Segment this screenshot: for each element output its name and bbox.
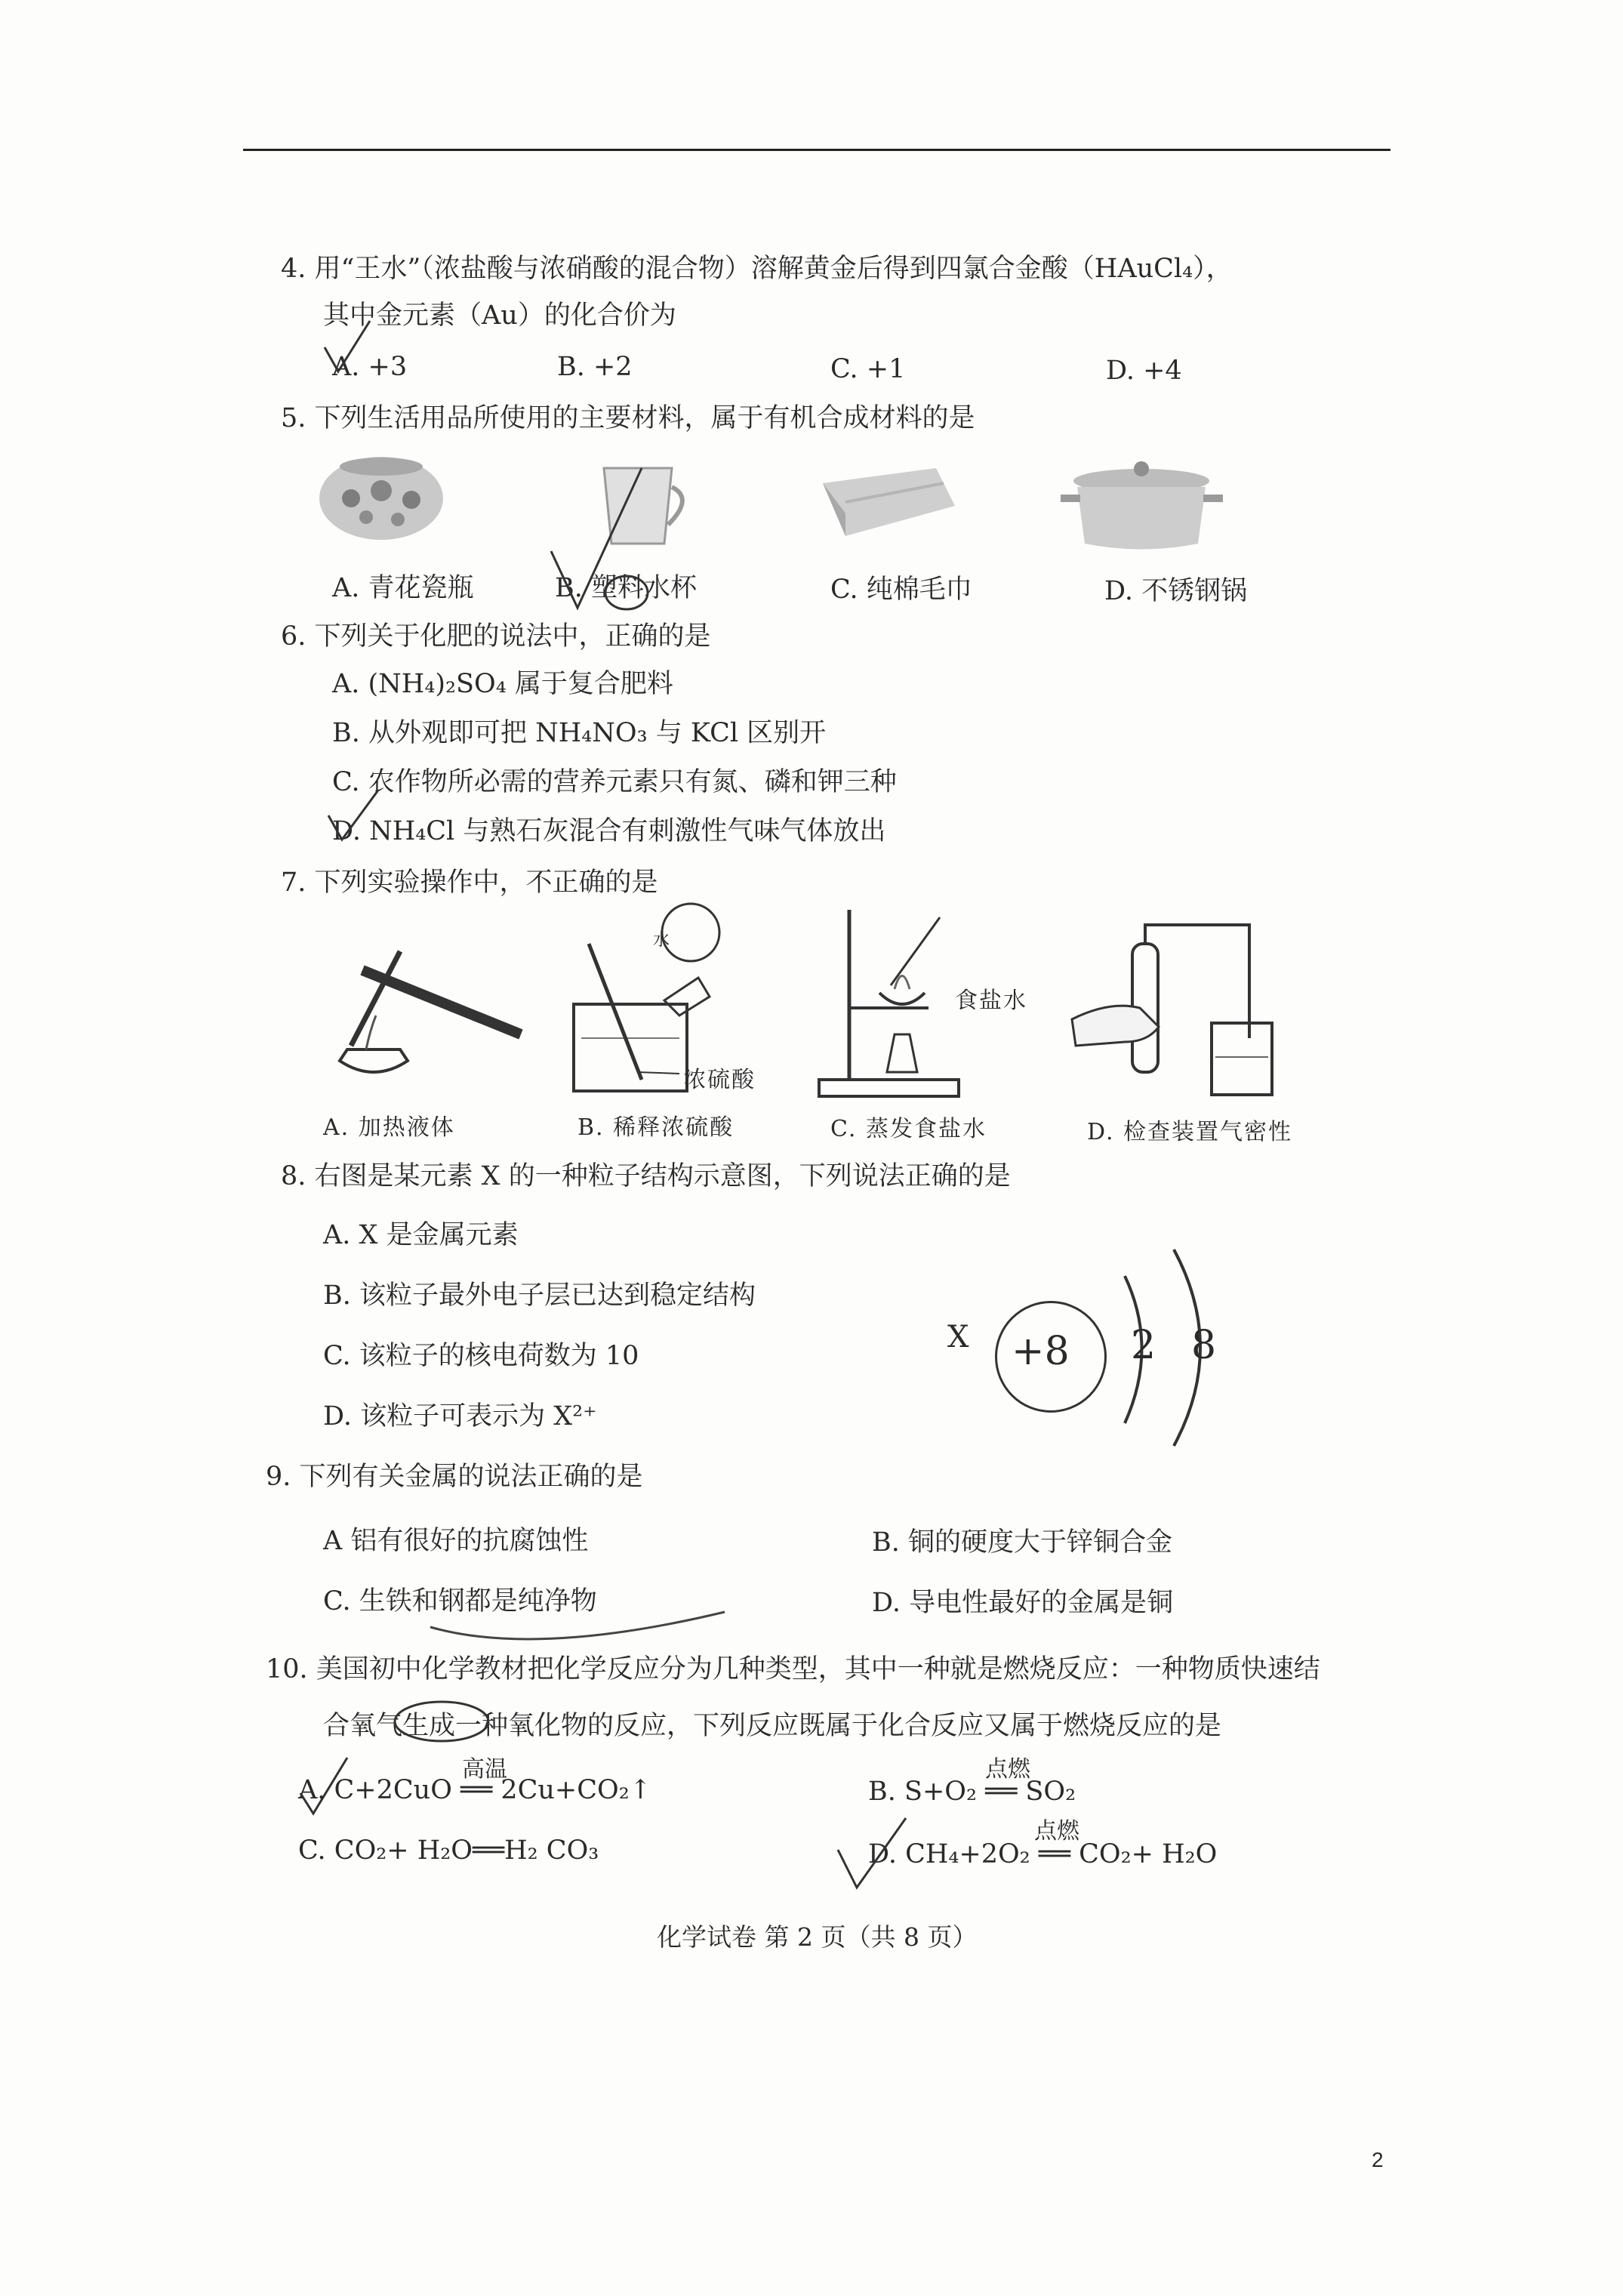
q7-stem: 7. 下列实验操作中，不正确的是 <box>281 868 658 898</box>
q6-option-c: C. 农作物所必需的营养元素只有氮、磷和钾三种 <box>332 767 897 797</box>
q9-stem: 9. 下列有关金属的说法正确的是 <box>266 1462 643 1492</box>
q10-option-c: C. CO₂+ H₂O══H₂ CO₃ <box>298 1835 599 1866</box>
q7-caption-c: C. 蒸发食盐水 <box>830 1116 987 1142</box>
q8-option-d: D. 该粒子可表示为 X²⁺ <box>323 1401 597 1432</box>
q8-option-c: C. 该粒子的核电荷数为 10 <box>323 1341 639 1371</box>
q4-option-d: D. +4 <box>1106 356 1182 386</box>
stainless-pot-picture <box>1061 457 1223 555</box>
q10-option-b: B. S+O₂ ══ SO₂ <box>868 1777 1076 1807</box>
cotton-towel-picture <box>815 461 959 544</box>
q8-option-b: B. 该粒子最外电子层已达到稳定结构 <box>323 1281 756 1311</box>
pen-underline-q9 <box>423 1597 740 1665</box>
q10-b-condition: 点燃 <box>985 1756 1030 1783</box>
q10-option-d: D. CH₄+2O₂ ══ CO₂+ H₂O <box>868 1839 1218 1869</box>
q10-a-condition: 高温 <box>462 1756 507 1783</box>
porcelain-vase-picture <box>313 445 449 544</box>
q6-option-d: D. NH₄Cl 与熟石灰混合有刺激性气味气体放出 <box>332 816 886 846</box>
q5-option-c: C. 纯棉毛巾 <box>830 575 972 605</box>
q6-option-b: B. 从外观即可把 NH₄NO₃ 与 KCl 区别开 <box>332 718 827 748</box>
q5-option-b: B. 塑料水杯 <box>555 573 697 603</box>
q7-caption-d: D. 检查装置气密性 <box>1087 1119 1293 1145</box>
header-rule <box>243 149 1390 151</box>
q4-option-b: B. +2 <box>557 352 633 382</box>
q5-option-a: A. 青花瓷瓶 <box>332 573 474 603</box>
atom-nucleus-charge: +8 <box>1012 1329 1070 1374</box>
airtightness-check-picture <box>1064 914 1276 1102</box>
q10-d-condition: 点燃 <box>1034 1818 1079 1845</box>
pen-check-q6 <box>321 785 381 846</box>
q4-line2: 其中金元素（Au）的化合价为 <box>323 300 676 331</box>
q7-acid-label: 浓硫酸 <box>683 1067 756 1093</box>
page-footer: 化学试卷 第 2 页（共 8 页） <box>657 1922 978 1952</box>
page-number: 2 <box>1372 2148 1384 2171</box>
q5-option-d: D. 不锈钢锅 <box>1104 576 1248 606</box>
atom-symbol: X <box>947 1320 969 1354</box>
inner-shell-electrons: 2 <box>1131 1323 1156 1368</box>
q8-option-a: A. X 是金属元素 <box>323 1220 519 1250</box>
q8-stem: 8. 右图是某元素 X 的一种粒子结构示意图，下列说法正确的是 <box>281 1161 1011 1191</box>
q4-option-a: A. +3 <box>332 352 408 382</box>
q7-caption-a: A. 加热液体 <box>323 1114 455 1141</box>
q10-option-a: A. C+2CuO ══ 2Cu+CO₂↑ <box>298 1775 652 1805</box>
outer-shell-electrons: 8 <box>1191 1323 1217 1368</box>
electron-shell-arcs <box>1102 1246 1238 1450</box>
q7-caption-b: B. 稀释浓硫酸 <box>577 1114 735 1141</box>
pen-check-q10-d <box>830 1812 913 1895</box>
pen-check-q5 <box>544 461 649 612</box>
heating-liquid-picture <box>317 917 528 1091</box>
pen-check-q4 <box>317 317 377 378</box>
q10-line2: 合氧气生成一种氧化物的反应，下列反应既属于化合反应又属于燃烧反应的是 <box>323 1711 1222 1741</box>
q4-line1: 4. 用“王水”（浓盐酸与浓硝酸的混合物）溶解黄金后得到四氯合金酸（HAuCl₄）， <box>281 254 1233 284</box>
q6-stem: 6. 下列关于化肥的说法中，正确的是 <box>281 621 711 652</box>
q10-line1: 10. 美国初中化学教材把化学反应分为几种类型，其中一种就是燃烧反应：一种物质快速结 <box>266 1654 1320 1684</box>
q7-salt-water-label: 食盐水 <box>955 988 1027 1014</box>
q9-option-a: A 铝有很好的抗腐蚀性 <box>323 1526 589 1556</box>
q9-option-b: B. 铜的硬度大于锌铜合金 <box>872 1527 1172 1558</box>
q9-option-c: C. 生铁和钢都是纯净物 <box>323 1586 597 1616</box>
q7-water-label: 水 <box>653 931 672 950</box>
q5-stem: 5. 下列生活用品所使用的主要材料，属于有机合成材料的是 <box>281 403 975 433</box>
q6-option-a: A. (NH₄)₂SO₄ 属于复合肥料 <box>332 669 673 699</box>
q4-option-c: C. +1 <box>830 354 906 384</box>
q9-option-d: D. 导电性最好的金属是铜 <box>872 1588 1174 1618</box>
pen-circle-q10 <box>389 1695 494 1748</box>
pen-check-q10-a <box>294 1752 355 1820</box>
